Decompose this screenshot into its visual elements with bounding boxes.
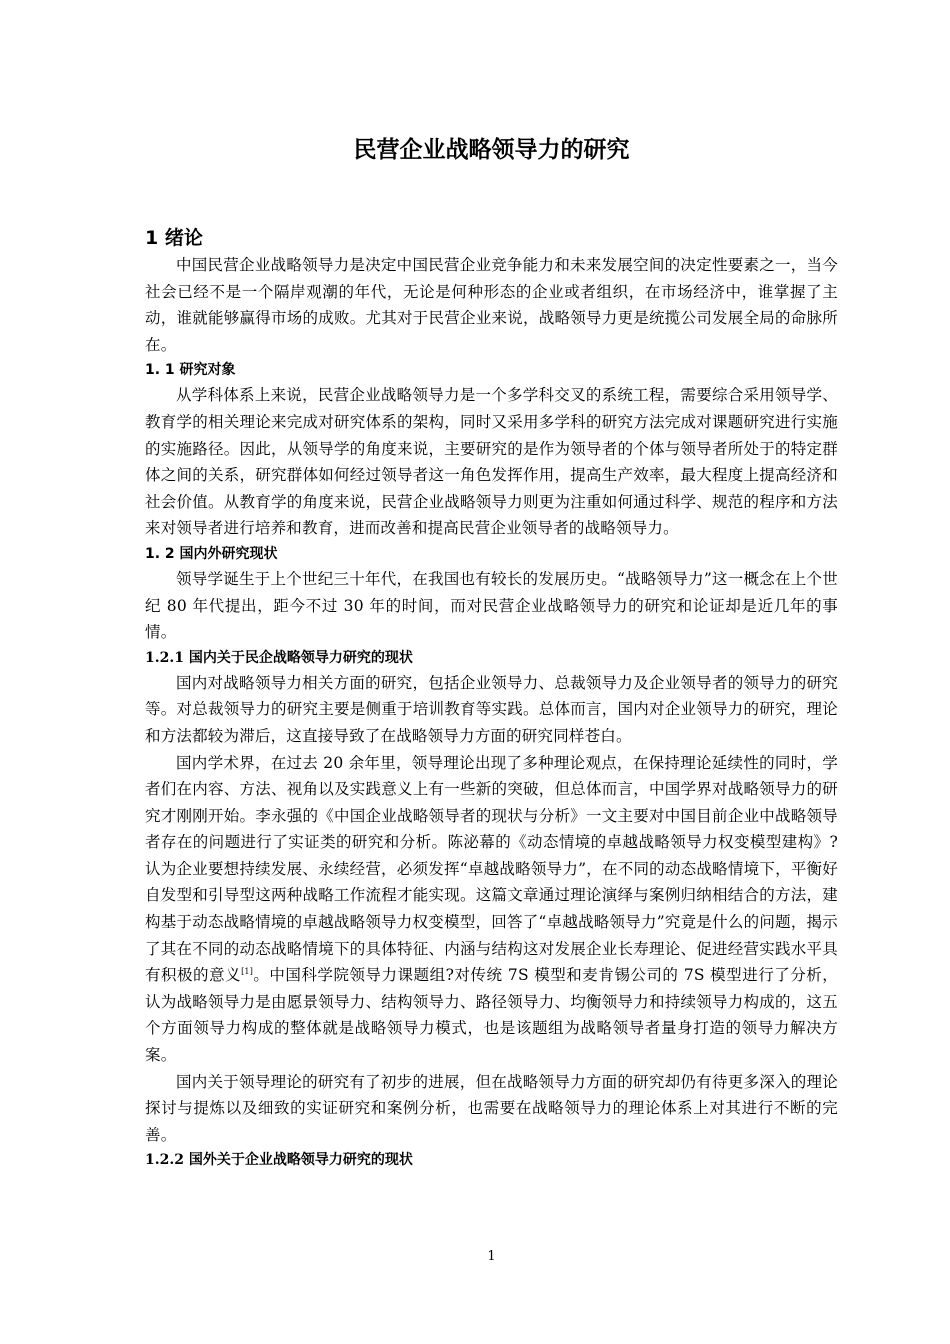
section-1-intro: 中国民营企业战略领导力是决定中国民营企业竞争能力和未来发展空间的决定性要素之一，当今社会已经不是一个隔岸观潮的年代，无论是何种形态的企业或者组织，在市场经济中，谁掌握了主动，谁就能够赢得市场的成败。尤其对于民营企业来说，战略领导力更是统揽公司发展全局的命脉所在。 [145, 256, 838, 354]
document-body [145, 224, 838, 1172]
section-1-2-paragraph: 领导学诞生于上个世纪三十年代，在我国也有较长的发展历史。“战略领导力”这一概念在上个世纪 80 年代提出，距今不过 30 年的时间，而对民营企业战略领导力的研究和论证却是近几年的事情。 [145, 569, 838, 642]
paragraph-2-text-a: 国内学术界，在过去 20 余年里，领导理论出现了多种理论观点，在保持理论延续性的同时，学者们在内容、方法、视角以及实践意义上有一些新的突破，但总体而言，中国学界对战略领导力的研究才刚刚开始。李永强的《中国企业战略领导者的现状与分析》一文主要对中国目前企业中战略领导者存在的问题进行了实证类的研究和分析。陈泌幕的《动态情境的卓越战略领导力权变模型建构》?认为企业要想持续发展、永续经营，必须发挥“卓越战略领导力”，在不同的动态战略情境下，平衡好自发型和引导型这两种战略工作流程才能实现。这篇文章通过理论演绎与案例归纳相结合的方法，建构基于动态战略情境的卓越战略领导力权变模型，回答了“卓越战略领导力”究竟是什么的问题，揭示了其在不同的动态战略情境下的具体特征、内涵与结构这对发展企业长寿理论、促进经营实践水平具有积极的意义 [145, 753, 838, 985]
section-1-1-paragraph: 从学科体系上来说，民营企业战略领导力是一个多学科交叉的系统工程，需要综合采用领导学、教育学的相关理论来完成对研究体系的架构，同时又采用多学科的研究方法完成对课题研究进行实施的实施路径。因此，从领导学的角度来说，主要研究的是作为领导者的个体与领导者所处于的特定群体之间的关系，研究群体如何经过领导者这一角色发挥作用，提高生产效率，最大程度上提高经济和社会价值。从教育学的角度来说，民营企业战略领导力则更为注重如何通过科学、规范的程序和方法来对领导者进行培养和教育，进而改善和提高民营企业领导者的战略领导力。 [145, 386, 838, 538]
citation-ref-1[interactable]: [1] [241, 967, 254, 977]
section-1-2-1-paragraph-3: 国内关于领导理论的研究有了初步的进展，但在战略领导力方面的研究却仍有待更多深入的理论探讨与提炼以及细致的实证研究和案例分析，也需要在战略领导力的理论体系上对其进行不断的完善。 [145, 1072, 838, 1144]
document-title: 民营企业战略领导力的研究 [353, 137, 630, 163]
section-1-2-1-paragraph-2 [145, 750, 838, 1069]
paragraph-2-text-b: 。中国科学院领导力课题组?对传统 7S 模型和麦肯锡公司的 7S 模型进行了分析，认为战略领导力是由愿景领导力、结构领导力、路径领导力、均衡领导力和持续领导力构成的，这五个方面领导力构成的整体就是战略领导力模式，也是该题组为战略领导者量身打造的领导力解决方案。 [145, 966, 838, 1065]
section-heading-1-2-1: 1.2.1 国内关于民企战略领导力研究的现状 [145, 649, 413, 666]
section-heading-1-2-2: 1.2.2 国外关于企业战略领导力研究的现状 [145, 1152, 413, 1169]
section-1-2-1-paragraph-1: 国内对战略领导力相关方面的研究，包括企业领导力、总裁领导力及企业领导者的领导力的研究等。对总裁领导力的研究主要是侧重于培训教育等实践。总体而言，国内对企业领导力的研究，理论和方法都较为滞后，这直接导致了在战略领导力方面的研究同样苍白。 [145, 673, 838, 745]
section-heading-1-1: 1. 1 研究对象 [145, 362, 236, 379]
section-heading-1-2: 1. 2 国内外研究现状 [145, 545, 278, 562]
section-heading-1: 1 绪论 [145, 227, 203, 249]
page-number: 1 [487, 1249, 496, 1264]
